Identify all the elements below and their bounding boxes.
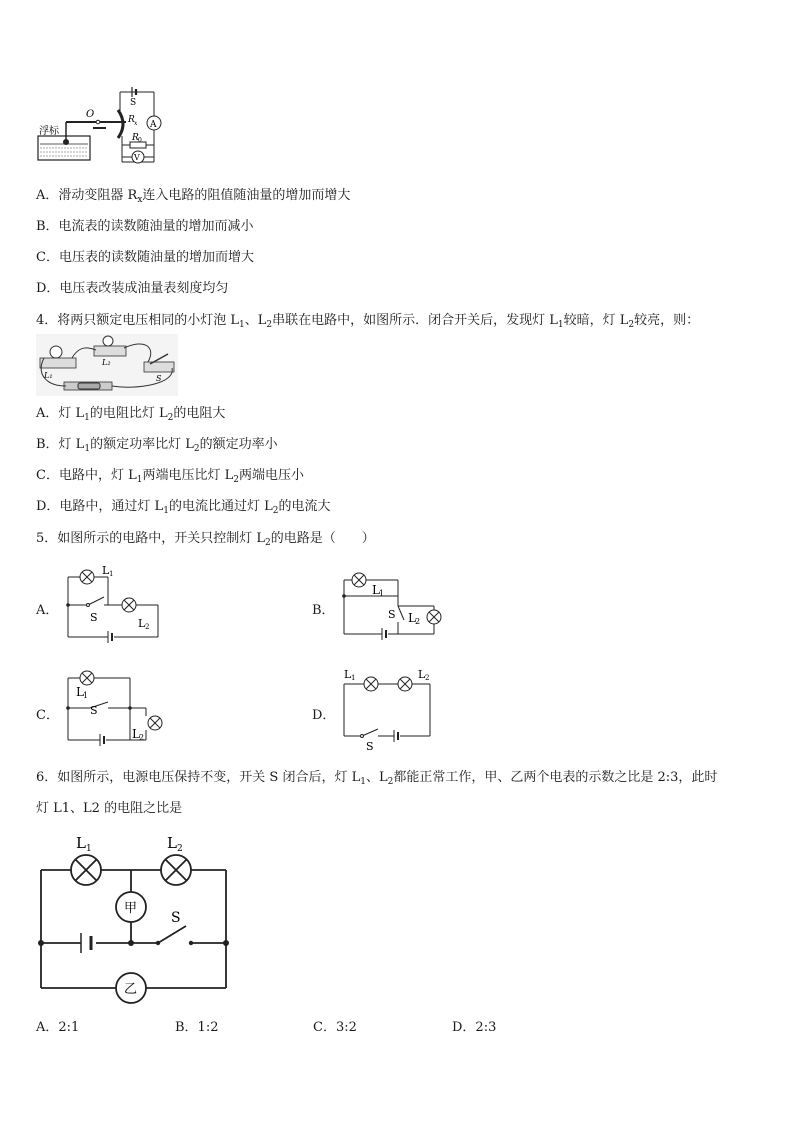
svg-text:L: L <box>76 685 84 699</box>
q4-option-c[interactable]: C．电路中，灯 $L_1$两端电压比灯 $L_2$两端电压小 <box>36 468 304 485</box>
q5-circuit-a[interactable] <box>60 565 170 645</box>
q3-option-b[interactable]: B．电流表的读数随油量的增加而减小 <box>36 219 254 234</box>
q4-l2-label: L₂ <box>102 358 111 367</box>
svg-text:x: x <box>134 120 138 127</box>
svg-text:2: 2 <box>415 617 421 626</box>
q5-option-a-label[interactable]: A． <box>36 603 59 618</box>
svg-text:S: S <box>90 611 98 624</box>
r0-label: R <box>132 133 139 143</box>
q6-stem-line2: 灯 L1、L2 的电阻之比是 <box>36 801 183 816</box>
svg-text:2: 2 <box>177 844 183 854</box>
svg-text:L: L <box>408 611 416 625</box>
ammeter-icon: A <box>150 120 157 130</box>
svg-text:L: L <box>372 583 380 597</box>
svg-text:L: L <box>138 617 146 630</box>
q5-stem: 5．如图所示的电路中，开关只控制灯 $L_2$的电路是（ ） <box>36 531 375 548</box>
switch-label: S <box>130 98 137 108</box>
q5-circuit-c[interactable] <box>60 668 170 748</box>
float-label: 浮标 <box>39 126 59 137</box>
q4-circuit-photo <box>36 334 178 396</box>
svg-text:1: 1 <box>109 570 114 578</box>
svg-text:2: 2 <box>425 674 430 682</box>
q6-option-b[interactable]: B．1:2 <box>175 1020 219 1035</box>
q6-option-c[interactable]: C．3:2 <box>313 1020 357 1035</box>
q4-stem: 4．将两只额定电压相同的小灯泡 $L_1$、$L_2$串联在电路中，如图所示．闭合开关后，发现灯 $L_1$较暗，灯 $L_2$较亮，则： <box>36 313 700 330</box>
q5-option-d-label[interactable]: D． <box>312 708 336 723</box>
q6-option-a[interactable]: A．2:1 <box>36 1020 80 1035</box>
q3-option-a[interactable]: A．滑动变阻器 $R_x$连入电路的阻值随油量的增加而增大 <box>36 188 351 205</box>
q3-option-c[interactable]: C．电压表的读数随油量的增加而增大 <box>36 250 254 265</box>
q6-option-d[interactable]: D．2:3 <box>452 1020 497 1035</box>
svg-text:2: 2 <box>145 623 150 631</box>
q4-option-d[interactable]: D．电路中，通过灯 $L_1$的电流比通过灯 $L_2$的电流大 <box>36 499 331 516</box>
svg-text:1: 1 <box>351 674 356 682</box>
svg-text:S: S <box>366 740 374 753</box>
q6-meter-yi: 乙 <box>124 982 138 997</box>
svg-text:S: S <box>388 608 396 621</box>
svg-text:L: L <box>418 668 426 681</box>
voltmeter-icon: V <box>134 153 140 162</box>
svg-text:S: S <box>90 704 98 717</box>
q4-option-b[interactable]: B．灯 $L_1$的额定功率比灯 $L_2$的额定功率小 <box>36 437 278 454</box>
svg-text:L: L <box>132 727 140 741</box>
q6-circuit-diagram <box>36 830 236 1010</box>
pivot-label: O <box>86 109 95 120</box>
q5-circuit-d[interactable] <box>338 666 448 753</box>
q5-circuit-b[interactable] <box>338 566 448 644</box>
q3-oil-gauge-diagram <box>36 84 166 164</box>
svg-text:L: L <box>344 668 352 681</box>
svg-text:1: 1 <box>86 844 92 854</box>
q3-option-d[interactable]: D．电压表改装成油量表刻度均匀 <box>36 281 229 296</box>
q4-switch-label: S <box>156 374 162 383</box>
svg-text:L: L <box>102 564 110 577</box>
q6-meter-jia: 甲 <box>124 901 138 916</box>
q4-l1-label: L₁ <box>44 371 53 380</box>
q5-option-b-label[interactable]: B． <box>312 603 335 618</box>
rx-label: R <box>128 115 135 125</box>
q4-option-a[interactable]: A．灯 $L_1$的电阻比灯 $L_2$的电阻大 <box>36 406 226 423</box>
svg-text:2: 2 <box>139 733 145 742</box>
q5-option-c-label[interactable]: C． <box>36 708 59 723</box>
q6-l1-label: L <box>76 834 86 852</box>
q6-l2-label: L <box>167 834 177 852</box>
svg-text:1: 1 <box>379 589 385 598</box>
q6-stem: 6．如图所示，电源电压保持不变，开关 S 闭合后，灯 $L_1$、$L_2$都能正常工作，甲、乙两个电表的示数之比是 2:3，此时 <box>36 770 718 787</box>
svg-text:0: 0 <box>138 137 142 144</box>
svg-text:1: 1 <box>83 691 89 700</box>
q6-switch-label: S <box>171 910 181 926</box>
